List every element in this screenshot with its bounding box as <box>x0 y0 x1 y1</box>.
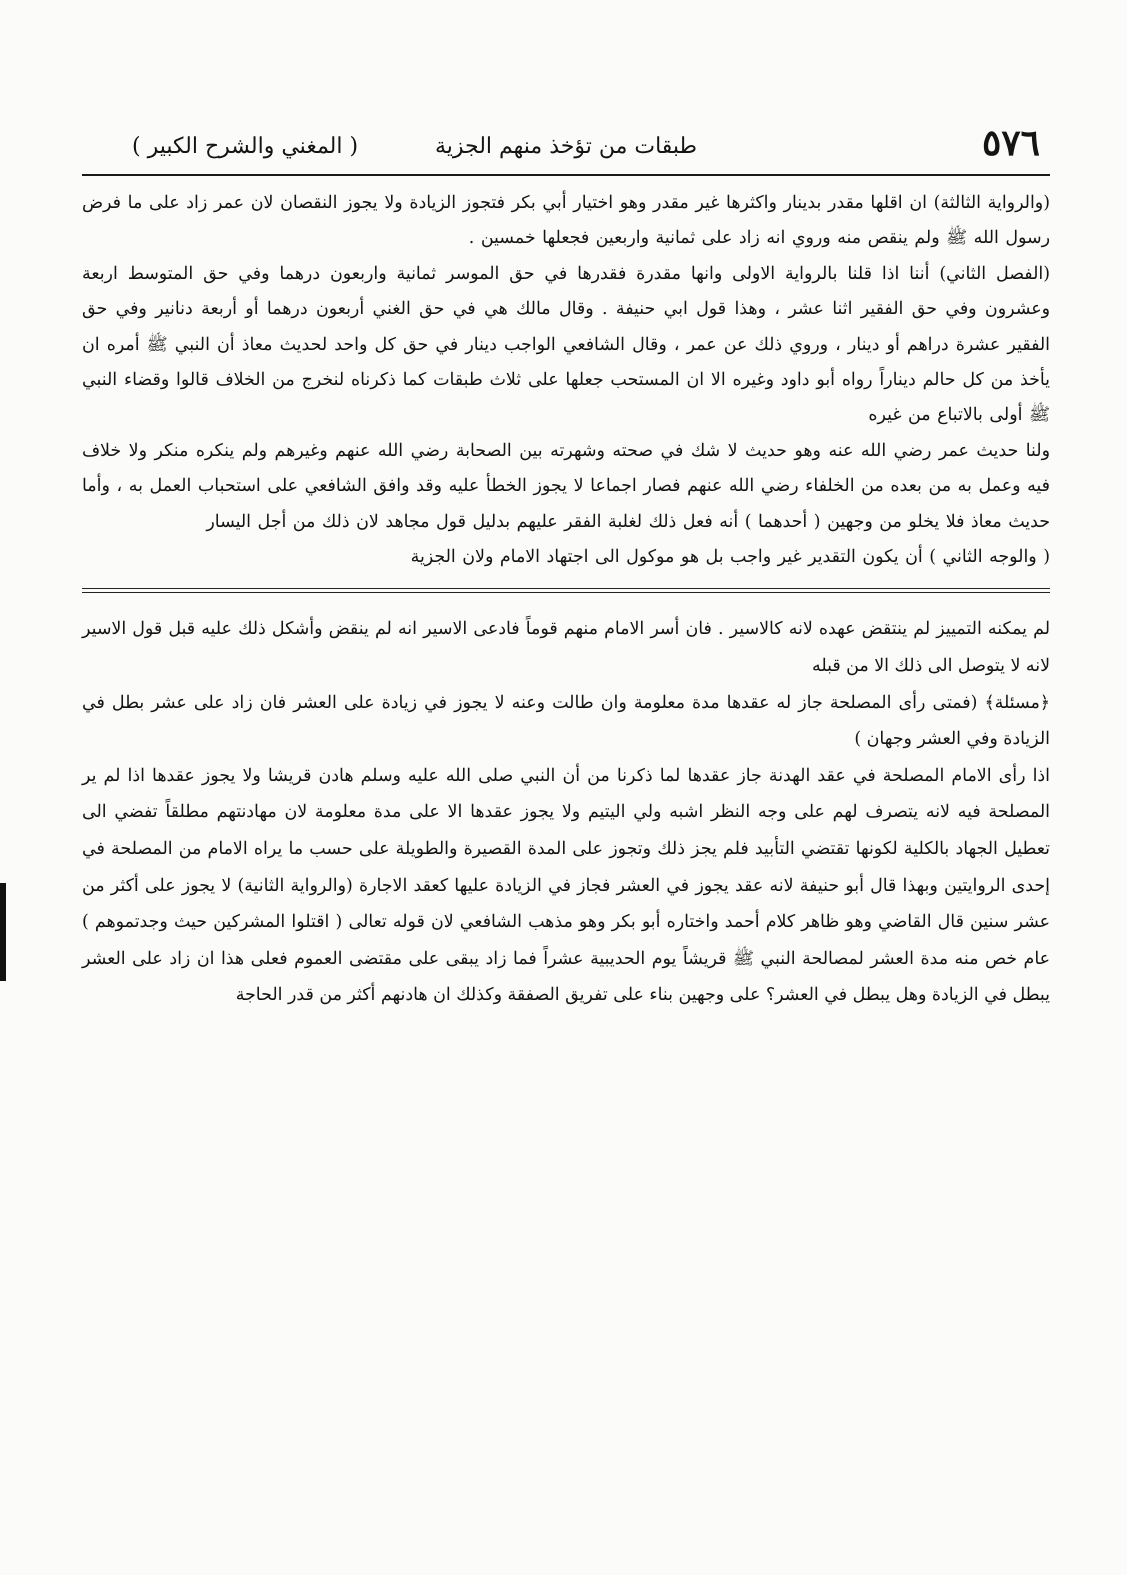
commentary-paragraph: اذا رأى الامام المصلحة في عقد الهدنة جاز عقدها لما ذكرنا من أن النبي صلى الله عليه وسلم هادن قريشا ولا يجوز عقدها اذا لم ير المصلحة فيه لانه يتصرف لهم على وجه النظر اشبه ولي اليتيم ولا يجوز عقدها الا على مدة معلومة لان مهادنتهم مطلقاً تفضي الى تعطيل الجهاد بالكلية لكونها تقتضي التأبيد فلم يجز ذلك وتجوز على المدة القصيرة والطويلة على حسب ما يراه الامام من المصلحة في إحدى الروايتين وبهذا قال أبو حنيفة لانه عقد يجوز في العشر فجاز في الزيادة عليها كعقد الاجارة (والرواية الثانية) لا يجوز على أكثر من عشر سنين قال القاضي وهو ظاهر كلام أحمد واختاره أبو بكر وهو مذهب الشافعي لان قوله تعالى ( اقتلوا المشركين حيث وجدتموهم ) عام خص منه مدة العشر لمصالحة النبي ﷺ قريشاً يوم الحديبية عشراً فما زاد يبقى على مقتضى العموم فعلى هذا ان زاد على العشر يبطل في الزيادة وهل يبطل في العشر؟ على وجهين بناء على تفريق الصفقة وكذلك ان هادنهم أكثر من قدر الحاجة <box>82 765 1050 1006</box>
main-paragraph: (الفصل الثاني) أننا اذا قلنا بالرواية الاولى وانها مقدرة فقدرها في حق الموسر ثمانية واربعون درهما وفي حق المتوسط اربعة وعشرون وفي حق الفقير اثنا عشر ، وهذا قول ابي حنيفة . وقال مالك هي في حق الغني أربعون درهما أو أربعة دنانير وفي حق الفقير عشرة دراهم أو دينار ، وروي ذلك عن عمر ، وقال الشافعي الواجب دينار في حق كل واحد لحديث معاذ أن النبي ﷺ أمره ان يأخذ من كل حالم ديناراً رواه أبو داود وغيره الا ان المستحب جعلها على ثلاث طبقات كما ذكرناه لنخرج من الخلاف قالوا وقضاء النبي ﷺ أولى بالاتباع من غيره <box>82 263 1050 426</box>
book-title: ( المغني والشرح الكبير ) <box>132 134 359 159</box>
section-title: طبقات من تؤخذ منهم الجزية <box>434 134 698 159</box>
main-paragraph: (والرواية الثالثة) ان اقلها مقدر بدينار واكثرها غير مقدر وهو اختيار أبي بكر فتجوز الزيادة ولا يجوز النقصان لان عمر زاد على ما فرض رسول الله ﷺ ولم ينقص منه وروي انه زاد على ثمانية واربعين فجعلها خمسين . <box>82 193 1050 249</box>
main-text <box>82 186 1050 575</box>
page-number: ٥٧٦ <box>981 122 1040 164</box>
book-page <box>82 122 1050 1014</box>
main-paragraph: ولنا حديث عمر رضي الله عنه وهو حديث لا شك في صحته وشهرته بين الصحابة رضي الله عنهم وغيرهم ولم ينكره منكر ولا خلاف فيه وعمل به من بعده من الخلفاء رضي الله عنهم فصار اجماعا لا يجوز الخطأ عليه وقد وافق الشافعي على استحباب العمل به ، وأما حديث معاذ فلا يخلو من وجهين ( أحدهما ) أنه فعل ذلك لغلبة الفقر عليهم بدليل قول مجاهد لان ذلك من أجل اليسار <box>82 440 1050 532</box>
scan-edge-mark <box>0 883 6 981</box>
divider-line <box>82 588 1050 589</box>
divider-line <box>82 592 1050 593</box>
page-header <box>82 122 1050 176</box>
commentary-paragraph: ﴿مسئلة﴾ (فمتى رأى المصلحة جاز له عقدها مدة معلومة وان طالت وعنه لا يجوز في زيادة على العشر فان زاد على عشر بطل في الزيادة وفي العشر وجهان ) <box>82 692 1050 750</box>
main-paragraph: ( والوجه الثاني ) أن يكون التقدير غير واجب بل هو موكول الى اجتهاد الامام ولان الجزية <box>410 547 1050 568</box>
section-divider <box>82 583 1050 597</box>
commentary-paragraph: لم يمكنه التمييز لم ينتقض عهده لانه كالاسير . فان أسر الامام منهم قوماً فادعى الاسير انه لم ينقض وأشكل ذلك عليه قبل قول الاسير لانه لا يتوصل الى ذلك الا من قبله <box>82 619 1050 677</box>
commentary-text <box>82 611 1050 1014</box>
